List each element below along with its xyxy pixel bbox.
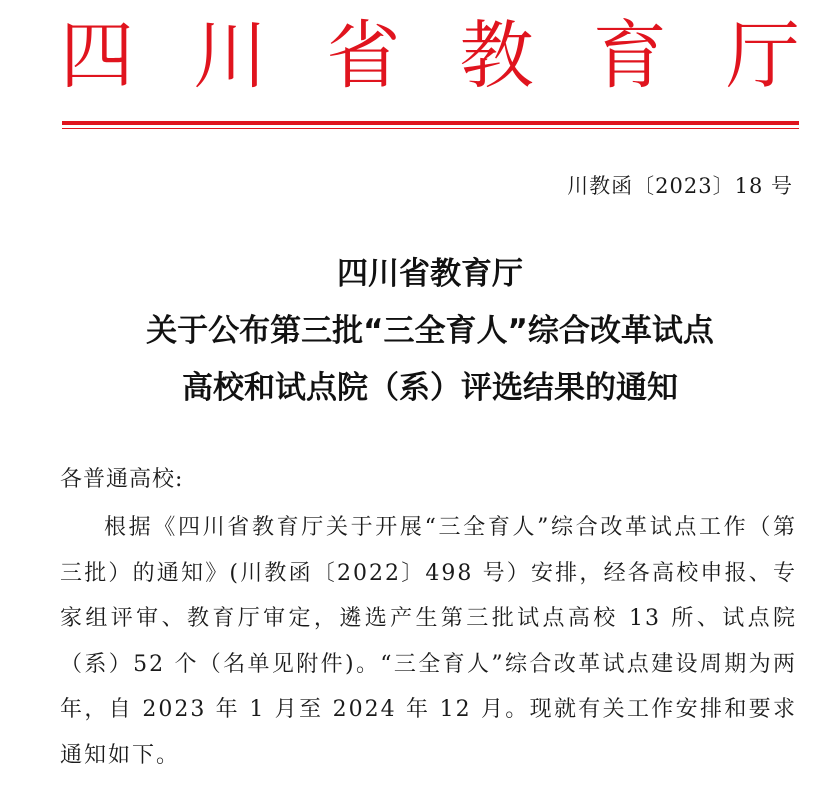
letterhead-char: 省 (326, 13, 401, 99)
letterhead-rule-thin (62, 128, 799, 129)
letterhead-title (60, 6, 800, 106)
document-title-line-3: 高校和试点院（系）评选结果的通知 (182, 370, 678, 406)
document-title-line-1: 四川省教育厅 (337, 256, 523, 292)
letterhead-rule-thick (62, 121, 799, 125)
document-number: 川教函〔2023〕18 号 (567, 174, 793, 198)
body-paragraph: 根据《四川省教育厅关于开展“三全育人”综合改革试点工作（第三批）的通知》(川教函〔2022〕498 号）安排，经各高校申报、专家组评审、教育厅审定，遴选产生第三批试点高校 13 所、试点院（系）52 个（名单见附件)。“三全育人”综合改革试点建设周期为两年，自 2023 年 1 月至 2024 年 12 月。现就有关工作安排和要求通知如下。 (60, 515, 797, 768)
letterhead-char: 教 (459, 13, 534, 99)
letterhead-char: 育 (592, 13, 667, 99)
letterhead-char: 川 (193, 13, 268, 99)
salutation: 各普通高校: (60, 467, 184, 492)
document-title-line-2: 关于公布第三批“三全育人”综合改革试点 (146, 313, 714, 349)
document-title (40, 246, 820, 417)
letterhead-char: 四 (60, 13, 134, 99)
letterhead-char: 厅 (725, 13, 800, 99)
